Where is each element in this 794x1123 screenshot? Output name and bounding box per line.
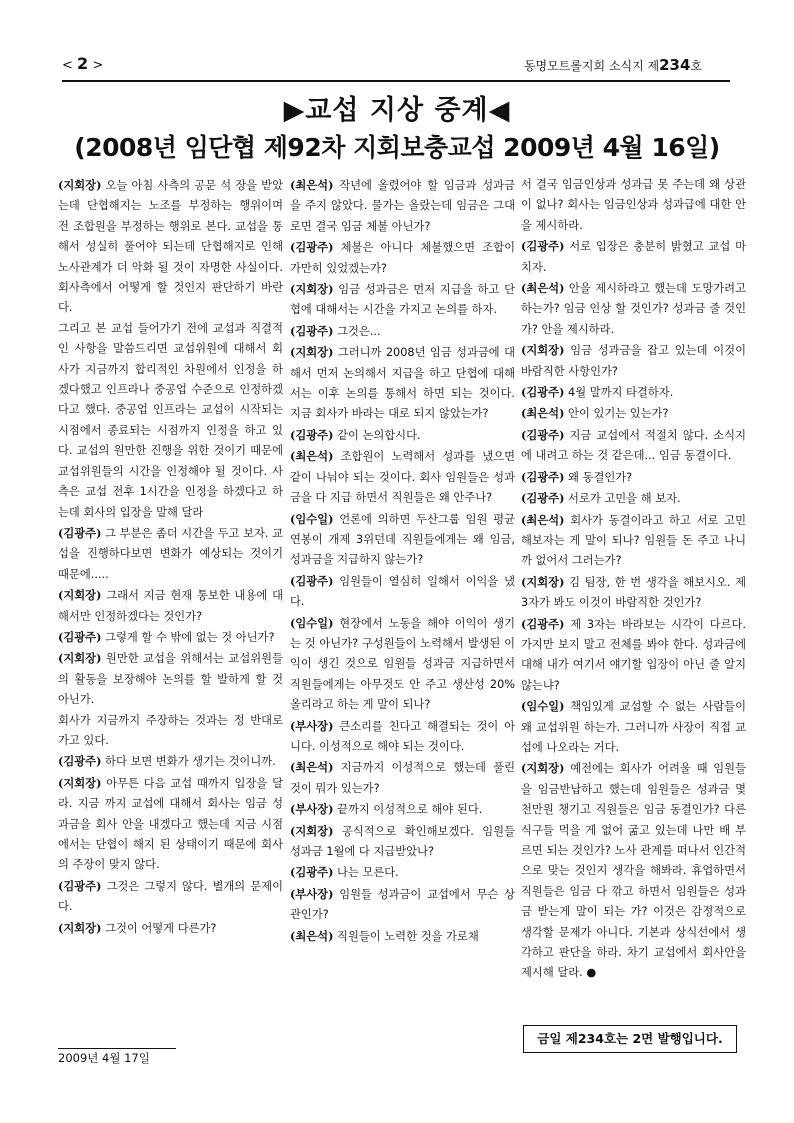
dialogue-paragraph xyxy=(521,614,746,697)
dialogue-text: 그러니까 2008년 임금 성과금에 대해서 먼저 논의해서 지급을 하고 단협에 대해서는 이후 논의를 통해서 하면 되는 것이다. 지금 회사가 바라는 대로 되지 않았는가? xyxy=(290,346,515,421)
dialogue-text: 아무튼 다음 교섭 때까지 입장을 달라. 지금 까지 교섭에 대해서 회사는 임금 성과금을 회사 안을 내겠다고 했는데 지금 시점에서는 단협이 해지 된 상태이기 때문에 회사의 주장이 맞지 않다. xyxy=(58,776,283,872)
dialogue-paragraph xyxy=(290,425,515,446)
dialogue-text: 원만한 교섭을 위해서는 교섭위원들의 활동을 보장해야 논의를 할 발하게 할 것 아닌가. xyxy=(58,652,283,707)
speaker-label: (김광주) xyxy=(58,754,102,769)
speaker-label: (김광주) xyxy=(290,573,334,588)
dialogue-paragraph xyxy=(290,862,515,883)
dialogue-text: 언론에 의하면 두산그룹 임원 평균 연봉이 개제 3위던데 직원들에게는 왜 임금, 성과금을 지급하지 않는가? xyxy=(290,512,515,567)
dialogue-paragraph xyxy=(521,696,746,758)
speaker-label: (김광주) xyxy=(290,865,334,880)
speaker-label: (지회장) xyxy=(521,761,565,776)
dialogue-paragraph xyxy=(290,279,515,321)
dialogue-paragraph xyxy=(58,876,283,918)
speaker-label: (지회장) xyxy=(521,343,565,358)
dialogue-paragraph xyxy=(521,510,746,572)
dialogue-text: 예전에는 회사가 어려울 때 임원들을 임금반납하고 했는데 임원들은 성과금 몇 천만원 챙기고 직원들은 임금 동결인가? 다른 식구들 먹을 게 없어 굶고 있는데 나만 배 부르면 되는 것인가? 노사 관계를 떠나서 인간적으로 맞는 것인지 생각을 해봐라. 휴업하면서 직원들은 임금 다 깎고 하면서 임원들은 성과금 받는게 말이 되는 가? 이것은 감정적으로 생각할 문제가 아니다. 기본과 상식선에서 생각하고 판단을 하라. 차기 교섭에서 회사안을 제시해 달라. ● xyxy=(521,762,746,980)
speaker-label: (최은석) xyxy=(290,760,334,775)
dialogue-text: 회사가 동결이라고 하고 서로 고민해보자는 게 말이 되나? 임원들 돈 주고 나니까 없어서 그러는가? xyxy=(521,513,746,568)
speaker-label: (김광주) xyxy=(58,878,102,893)
speaker-label: (지회장) xyxy=(58,178,102,192)
dialogue-text: 조합원이 노력해서 성과를 냈으면 같이 나눠야 되는 것이다. 회사 임원들은 성과금을 다 지급 하면서 직원들은 왜 안주나? xyxy=(290,450,515,505)
dialogue-text: 작년에 올렸어야 할 임금과 성과금을 주지 않았다. 물가는 올랐는데 임금은 그대로면 결국 임금 체불 아닌가? xyxy=(290,179,515,233)
dialogue-paragraph xyxy=(290,613,515,716)
speaker-label: (김광주) xyxy=(521,239,565,254)
dialogue-paragraph xyxy=(290,821,515,863)
dialogue-text: 임금 성과금을 잡고 있는데 이것이 바람직한 사항인가? xyxy=(521,344,746,378)
dialogue-paragraph xyxy=(290,509,515,571)
dialogue-paragraph xyxy=(290,716,515,758)
dialogue-text: 그리고 본 교섭 들어가기 전에 교섭과 직결적인 사항을 말씀드리면 교섭위원에 대해서 회사가 지금까지 합리적인 차원에서 인정을 하겠다했고 인프라나 중공업 수준으로 인정하겠다고 했다. 중공업 인프라는 교섭이 시작되는 시점에서 종료되는 시점까지 인정을 하고 있다. 교섭의 원만한 진행을 위한 것이기 때문에 교섭위원들의 시간을 인정해야 될 것이다. 사측은 교섭 전후 1시간을 인정을 하겠다고 하는데 회사의 입장을 말해 달라 xyxy=(58,321,283,519)
speaker-label: (지회장) xyxy=(290,823,334,838)
speaker-label: (최은석) xyxy=(521,512,565,527)
dialogue-text: 김 팀장, 한 번 생각을 해보시오. 제 3자가 봐도 이것이 바람직한 것인가? xyxy=(521,575,746,610)
dialogue-paragraph xyxy=(58,627,283,648)
speaker-label: (김광주) xyxy=(290,240,334,255)
dialogue-text: 체불은 아니다 체불했으면 조합이 가만히 있었겠는가? xyxy=(290,241,515,275)
speaker-label: (김광주) xyxy=(58,525,102,540)
page-title: ▶교섭 지상 중계◀ xyxy=(283,95,511,126)
dialogue-text: 현장에서 노동을 해야 이익이 생기는 것 아닌가? 구성원들이 노력해서 발생된 이익이 생긴 것으로 임원들 성과금 지급하면서 직원들에게는 아무것도 안 주고 생산성 20% 올리라고 하는 게 말이 되나? xyxy=(290,616,515,712)
speaker-label: (최은석) xyxy=(521,281,565,296)
dialogue-paragraph xyxy=(58,751,283,772)
dialogue-text: 직원들이 노력한 것을 가로채 xyxy=(333,929,479,943)
dialogue-paragraph xyxy=(290,446,515,508)
speaker-label: (김광주) xyxy=(521,469,565,484)
dialogue-text: 끝까지 이성적으로 해야 된다. xyxy=(333,803,483,817)
dialogue-paragraph xyxy=(58,711,283,752)
dialogue-paragraph xyxy=(58,523,283,585)
dialogue-text: 서로가 고민을 해 보자. xyxy=(564,492,681,506)
article-column-2 xyxy=(290,175,515,947)
publication-date: 2009년 4월 17일 xyxy=(58,1051,150,1065)
dialogue-text: 서로 입장은 충분히 밝혔고 교섭 마치자. xyxy=(521,240,746,274)
speaker-label: (김광주) xyxy=(290,323,334,338)
dialogue-paragraph xyxy=(521,382,746,403)
dialogue-text: 그래서 지금 현재 통보한 내용에 대해서만 인정하겠다는 것인가? xyxy=(58,589,283,623)
dialogue-paragraph xyxy=(290,571,515,613)
speaker-label: (임수일) xyxy=(521,699,565,714)
speaker-label: (최은석) xyxy=(521,406,565,421)
dialogue-paragraph xyxy=(521,467,746,488)
dialogue-text: 서 결국 임금인상과 성과급 못 주는데 왜 상관이 없나? 회사는 임금인상과 성과급에 대한 안을 제시하라. xyxy=(521,178,746,232)
dialogue-paragraph xyxy=(290,321,515,342)
speaker-label: (부사장) xyxy=(290,802,334,817)
dialogue-text: 큰소리를 친다고 해결되는 것이 아니다. 이성적으로 해야 되는 것이다. xyxy=(290,719,515,753)
dialogue-paragraph xyxy=(58,918,283,939)
dialogue-text: 임원들이 열심히 일해서 이익을 냈다. xyxy=(290,574,515,609)
speaker-label: (지회장) xyxy=(58,651,102,666)
speaker-label: (김광주) xyxy=(521,491,565,506)
dialogue-text: 그 부분은 좀더 시간을 두고 보자. 교섭을 진행하다보면 변화가 예상되는 것이기 때문에..... xyxy=(58,526,283,581)
dialogue-paragraph xyxy=(521,758,746,983)
speaker-label: (지회장) xyxy=(521,574,565,589)
dialogue-paragraph xyxy=(290,884,515,926)
article-column-3 xyxy=(521,175,746,984)
dialogue-paragraph xyxy=(521,278,746,340)
speaker-label: (지회장) xyxy=(290,282,334,297)
speaker-label: (최은석) xyxy=(290,449,334,464)
dialogue-paragraph xyxy=(521,340,746,382)
dialogue-text: 하다 보면 변화가 생기는 것이니까. xyxy=(101,755,276,769)
dialogue-paragraph xyxy=(58,175,283,319)
dialogue-paragraph xyxy=(58,773,283,876)
dialogue-paragraph xyxy=(290,237,515,279)
header-divider xyxy=(62,80,730,82)
speaker-label: (김광주) xyxy=(521,616,565,631)
dialogue-paragraph xyxy=(290,926,515,947)
dialogue-paragraph xyxy=(521,425,746,467)
dialogue-text: 책임있게 교섭할 수 없는 사람들이 왜 교섭위원 하는가. 그러니까 사장이 직접 교섭에 나오라는 거다. xyxy=(521,700,746,754)
speaker-label: (임수일) xyxy=(290,615,334,630)
dialogue-text: 회사가 지금까지 주장하는 것과는 정 반대로 가고 있다. xyxy=(58,713,283,747)
dialogue-text: 지금까지 이성적으로 했는데 풀린 것이 뭐가 있는가? xyxy=(290,761,515,795)
dialogue-text: 오늘 아침 사측의 공문 석 장을 받았는데 단협해지는 노조를 부정하는 행위이며 전 조합원을 부정하는 행위로 본다. 교섭을 통해서 성실히 풀어야 되는데 단협해지로 인해 노사관계가 더 악화 될 것이 자명한 사실이다. 회사측에서 어떻게 할 것인지 판단하기 바란다. xyxy=(58,179,283,315)
dialogue-paragraph xyxy=(290,799,515,820)
dialogue-text: 임원들 성과금이 교섭에서 무슨 상관인가? xyxy=(290,887,515,922)
dialogue-paragraph xyxy=(58,585,283,627)
speaker-label: (부사장) xyxy=(290,718,334,733)
dialogue-paragraph xyxy=(521,488,746,509)
issue-notice: 금일 제234호는 2면 발행입니다. xyxy=(523,1025,737,1053)
speaker-label: (김광주) xyxy=(290,427,334,442)
speaker-label: (김광주) xyxy=(521,385,565,400)
dialogue-paragraph xyxy=(521,403,746,424)
article-column-1 xyxy=(58,175,283,939)
dialogue-paragraph xyxy=(521,572,746,614)
speaker-label: (지회장) xyxy=(58,920,102,935)
dialogue-paragraph xyxy=(290,342,515,425)
page-header xyxy=(62,52,732,76)
speaker-label: (지회장) xyxy=(58,775,102,790)
speaker-label: (부사장) xyxy=(290,886,334,901)
dialogue-paragraph xyxy=(58,648,283,710)
speaker-label: (임수일) xyxy=(290,511,334,526)
dialogue-text: 4월 말까지 타결하자. xyxy=(564,386,674,400)
footer-divider xyxy=(58,1048,176,1049)
speaker-label: (지회장) xyxy=(58,588,102,603)
speaker-label: (지회장) xyxy=(290,345,334,360)
page-number: < 2 > xyxy=(62,54,104,73)
dialogue-text: 지금 교섭에서 적절치 않다. 소식지에 내려고 하는 것 같은데... 임금 동결이다. xyxy=(521,428,746,463)
dialogue-text: 공식적으로 확인해보겠다. 임원들 성과금 1월에 다 지급받았나? xyxy=(290,824,515,858)
dialogue-text: 왜 동결인가? xyxy=(564,470,633,484)
speaker-label: (최은석) xyxy=(290,178,334,192)
dialogue-paragraph xyxy=(290,175,515,237)
speaker-label: (김광주) xyxy=(521,427,565,442)
dialogue-text: 그것은... xyxy=(333,324,381,338)
speaker-label: (최은석) xyxy=(290,928,334,943)
dialogue-text: 나는 모른다. xyxy=(333,866,399,880)
dialogue-text: 안을 제시하라고 했는데 도망가려고 하는가? 임금 인상 할 것인가? 성과금 줄 것인가? 안을 제시하라. xyxy=(521,282,746,336)
dialogue-paragraph xyxy=(521,236,746,278)
dialogue-text: 제 3자는 바라보는 시각이 다르다. 가지만 보지 말고 전체를 봐야 한다. 성과금에 대해 내가 여기서 얘기할 입장이 아닌 줄 알지 않는냐? xyxy=(521,617,746,692)
dialogue-text: 그것이 어떻게 다른가? xyxy=(101,921,217,935)
dialogue-text: 같이 논의합시다. xyxy=(333,428,421,442)
dialogue-text: 그렇게 할 수 밖에 없는 것 아닌가? xyxy=(101,630,275,644)
dialogue-text: 그것은 그렇지 않다. 별개의 문제이다. xyxy=(58,879,283,914)
page-subtitle: (2008년 임단협 제92차 지회보충교섭 2009년 4월 16일) xyxy=(74,133,720,162)
speaker-label: (김광주) xyxy=(58,629,102,644)
dialogue-paragraph xyxy=(290,757,515,799)
dialogue-paragraph xyxy=(58,319,283,523)
dialogue-text: 임금 성과금은 먼저 지급을 하고 단협에 대해서는 시간을 가지고 논의를 하자. xyxy=(290,283,515,317)
dialogue-text: 안이 있기는 있는가? xyxy=(564,407,669,421)
dialogue-paragraph xyxy=(521,175,746,236)
newsletter-issue: 동명모트롤지회 소식지 제234호 xyxy=(523,56,702,74)
